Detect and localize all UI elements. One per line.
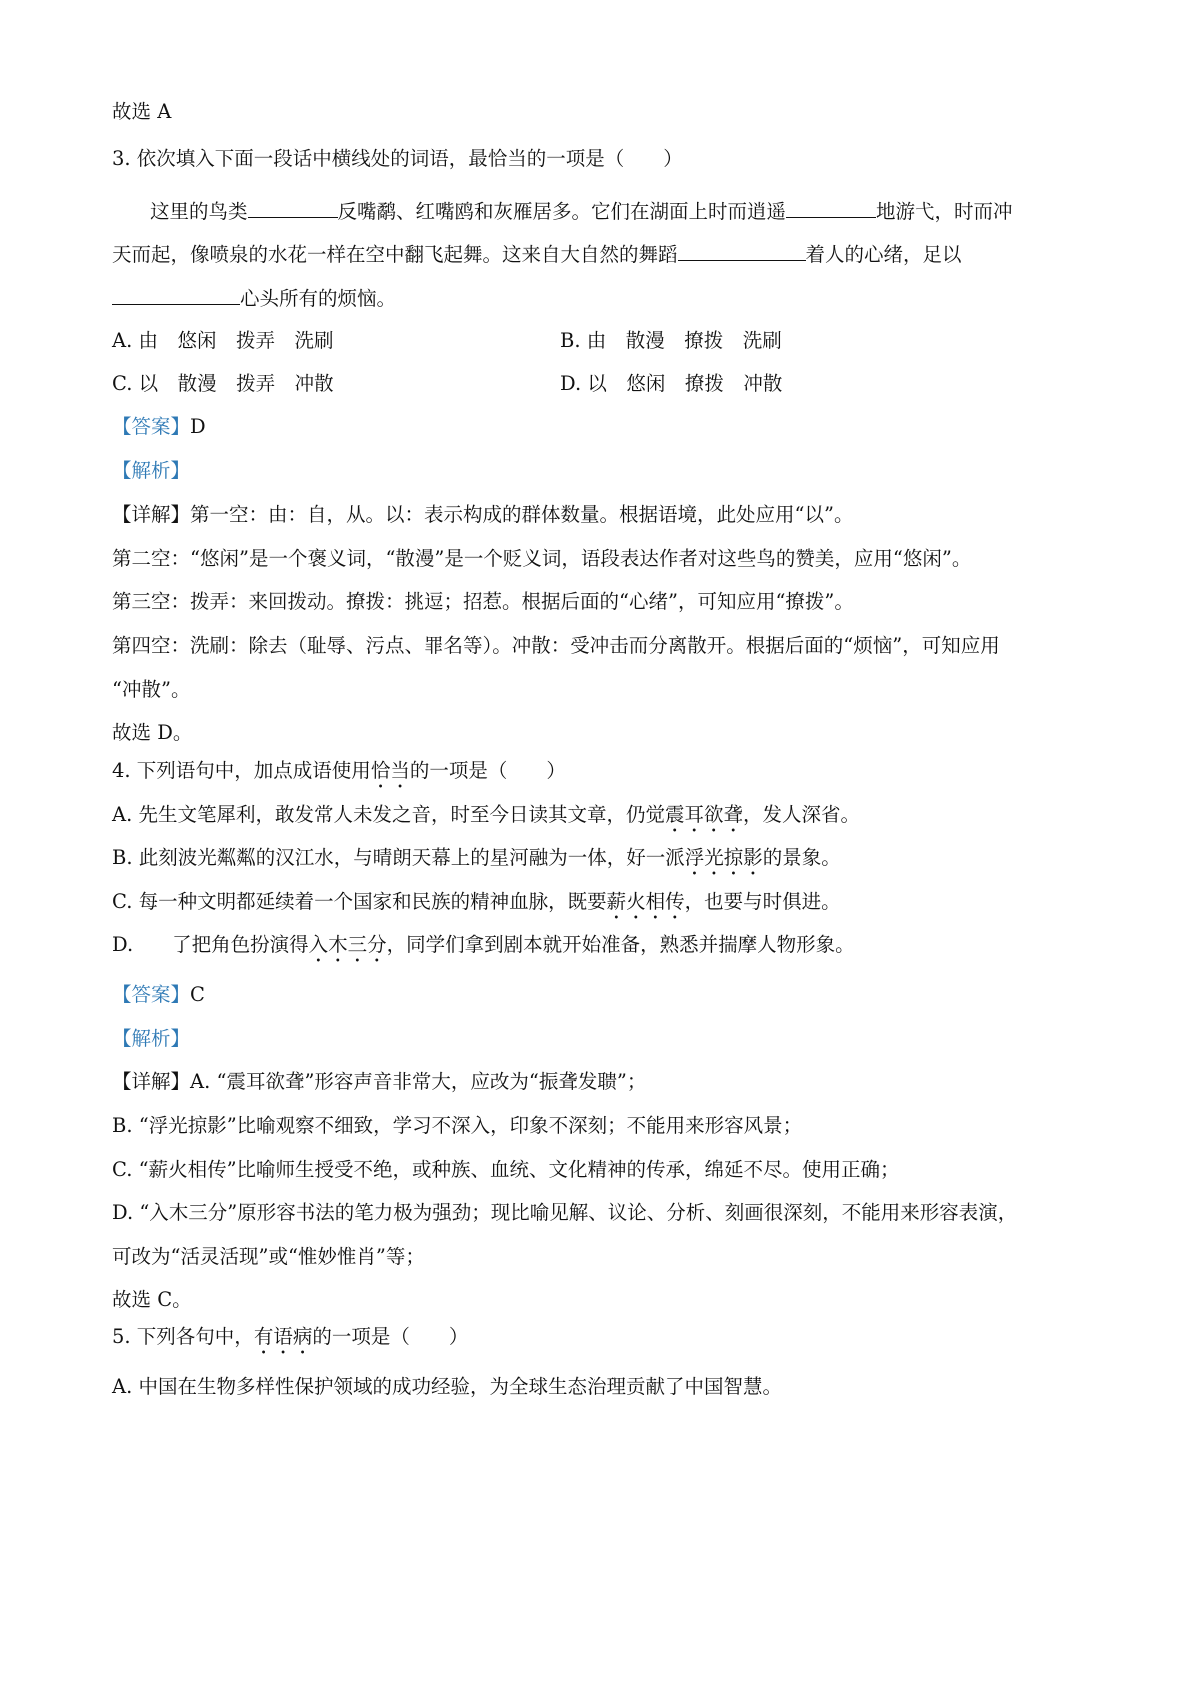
option-text: ，也要与时俱进。 (684, 890, 841, 913)
question-4-detail-3: C. “薪火相传”比喻师生授受不绝，或种族、血统、文化精神的传承，绵延不尽。使用正确； (112, 1158, 900, 1181)
option-text: 的景象。 (762, 846, 841, 869)
fill-blank (112, 284, 240, 305)
passage-text: 心头所有的烦恼。 (240, 287, 397, 310)
question-3-answer (112, 414, 1108, 440)
dotted-idiom: 薪火相传 (606, 890, 685, 913)
question-3-passage-line-2 (112, 240, 1108, 268)
dotted-idiom: 入木三分 (308, 933, 387, 956)
option-text: ，发人深省。 (743, 803, 861, 826)
question-4-stem (112, 758, 1108, 793)
passage-text: 反嘴鹬、红嘴鸥和灰雁居多。它们在湖面上时而逍遥 (337, 200, 787, 223)
fill-blank (248, 197, 338, 218)
option-text: B. 此刻波光粼粼的汉江水，与晴朗天幕上的星河融为一体，好一派 (112, 846, 685, 869)
answer-label: 【答案】 (112, 983, 191, 1006)
option-text: D. 了把角色扮演得 (112, 933, 309, 956)
question-3-detail-2: 第二空：“悠闲”是一个褒义词，“散漫”是一个贬义词，语段表达作者对这些鸟的赞美，应用“悠闲”。 (112, 547, 972, 570)
option-b: B. 由 散漫 撩拨 洗刷 (560, 329, 782, 352)
passage-text: 天而起，像喷泉的水花一样在空中翻飞起舞。这来自大自然的舞蹈 (112, 243, 678, 266)
option-text: A. 先生文笔犀利，敢发常人未发之音，时至今日读其文章，仍觉 (112, 803, 665, 826)
dotted-emphasis: 有语病 (253, 1325, 313, 1348)
answer-value: D (190, 415, 206, 438)
passage-text: 这里的鸟类 (150, 200, 248, 223)
question-4-detail-4: D. “入木三分”原形容书法的笔力极为强劲；现比喻见解、议论、分析、刻画很深刻，不能用来形容表演， (112, 1201, 1018, 1224)
stem-text: 的一项是（ ） (409, 759, 566, 782)
fill-blank (786, 197, 876, 218)
question-3-stem: 3. 依次填入下面一段话中横线处的词语，最恰当的一项是（ ） (112, 147, 683, 170)
question-4-detail-5: 可改为“活灵活现”或“惟妙惟肖”等； (112, 1245, 425, 1268)
question-3-passage-line-1 (150, 197, 1108, 225)
stem-text: 的一项是（ ） (312, 1325, 469, 1348)
question-4-option-d (112, 932, 1108, 967)
stem-text: 4. 下列语句中，加点成语使用 (112, 759, 371, 782)
question-3-passage-line-3 (112, 284, 1108, 312)
question-4-option-a (112, 802, 1108, 837)
question-4-option-b (112, 845, 1108, 880)
dotted-idiom: 震耳欲聋 (664, 803, 743, 826)
question-4-detail-2: B. “浮光掠影”比喻观察不细致，学习不深入，印象不深刻；不能用来形容风景； (112, 1114, 803, 1137)
answer-label: 【答案】 (112, 415, 191, 438)
answer-value: C (190, 983, 205, 1006)
question-3-detail-3: 第三空：拨弄：来回拨动。撩拨：挑逗；招惹。根据后面的“心绪”，可知应用“撩拨”。 (112, 590, 854, 613)
option-text: ，同学们拿到剧本就开始准备，熟悉并揣摩人物形象。 (386, 933, 855, 956)
question-3-conclusion: 故选 D。 (112, 721, 193, 744)
option-c: C. 以 散漫 拨弄 冲散 (112, 372, 334, 395)
option-a: A. 由 悠闲 拨弄 洗刷 (112, 329, 334, 352)
stem-text: 5. 下列各句中， (112, 1325, 254, 1348)
question-3-detail-5: “冲散”。 (112, 678, 191, 701)
question-5-stem (112, 1324, 1108, 1359)
conclusion-line: 故选 A (112, 100, 172, 123)
passage-text: 地游弋，时而冲 (876, 200, 1013, 223)
fill-blank (678, 240, 806, 261)
question-4-detail-1: 【详解】A. “震耳欲聋”形容声音非常大，应改为“振聋发聩”； (112, 1070, 647, 1093)
passage-text: 着人的心绪，足以 (805, 243, 962, 266)
question-3-detail-4: 第四空：洗刷：除去（耻辱、污点、罪名等）。冲散：受冲击而分离散开。根据后面的“烦恼”，可知应用 (112, 634, 1000, 657)
question-3-analysis-label: 【解析】 (112, 459, 191, 482)
question-4-conclusion: 故选 C。 (112, 1288, 192, 1311)
question-4-option-c (112, 889, 1108, 924)
dotted-idiom: 浮光掠影 (684, 846, 763, 869)
question-5-option-a: A. 中国在生物多样性保护领域的成功经验，为全球生态治理贡献了中国智慧。 (112, 1375, 782, 1398)
question-3-detail-1: 【详解】第一空：由：自，从。以：表示构成的群体数量。根据语境，此处应用“以”。 (112, 503, 854, 526)
dotted-emphasis: 恰当 (370, 759, 410, 782)
option-d: D. 以 悠闲 撩拨 冲散 (560, 372, 783, 395)
option-text: C. 每一种文明都延续着一个国家和民族的精神血脉，既要 (112, 890, 607, 913)
question-4-answer (112, 982, 1108, 1008)
question-4-analysis-label: 【解析】 (112, 1027, 191, 1050)
